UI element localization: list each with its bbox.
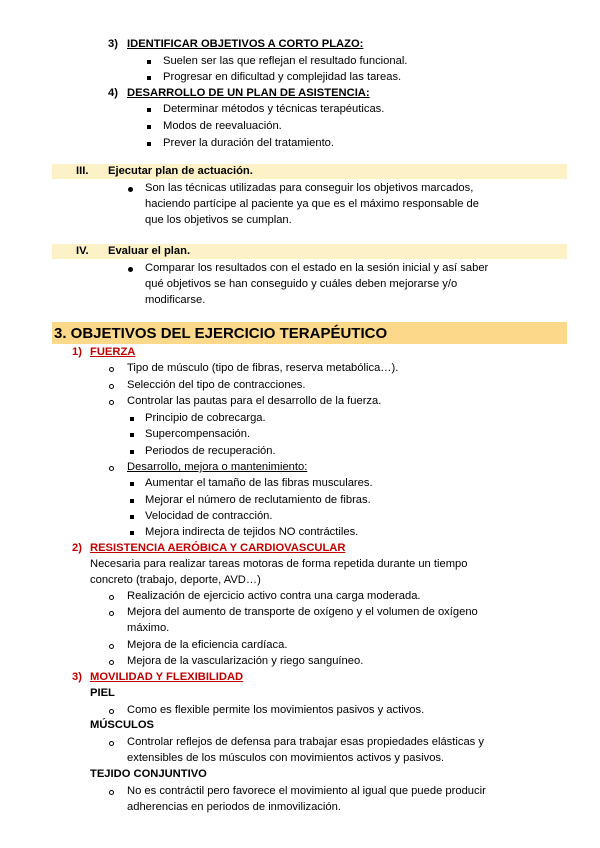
roman3-line-2: haciendo partícipe al paciente ya que es el máximo responsable de	[145, 198, 479, 210]
square-bullet-icon	[130, 515, 134, 519]
square-bullet-icon	[147, 60, 151, 64]
musculos-line-1: Controlar reflejos de defensa para trabajar esas propiedades elásticas y	[127, 736, 484, 748]
square-bullet-icon	[147, 108, 151, 112]
item4-bullet-2: Modos de reevaluación.	[163, 120, 282, 132]
circle-bullet-icon	[109, 384, 114, 389]
item3-number: 3)	[108, 38, 118, 50]
roman3-line-1: Son las técnicas utilizadas para conseguir los objetivos marcados,	[145, 182, 474, 194]
square-bullet-icon	[130, 433, 134, 437]
resistencia-item-1: Realización de ejercicio activo contra una carga moderada.	[127, 590, 421, 602]
item4-bullet-1: Determinar métodos y técnicas terapéuticas.	[163, 103, 385, 115]
circle-bullet-icon	[109, 790, 114, 795]
fuerza-number: 1)	[72, 346, 82, 358]
fuerza-sub1-3: Periodos de recuperación.	[145, 445, 276, 457]
tejido-line-2: adherencias en periodos de inmovilización.	[127, 801, 341, 813]
item3-bullet-1: Suelen ser las que reflejan el resultado funcional.	[163, 55, 408, 67]
circle-bullet-icon	[109, 595, 114, 600]
resistencia-item-2-cont: máximo.	[127, 622, 170, 634]
resistencia-item-3: Mejora de la eficiencia cardíaca.	[127, 639, 288, 651]
resistencia-intro-2: concreto (trabajo, deporte, AVD…)	[90, 574, 261, 586]
fuerza-sub2-3: Velocidad de contracción.	[145, 510, 273, 522]
item3-bullet-2: Progresar en dificultad y complejidad las tareas.	[163, 71, 402, 83]
square-bullet-icon	[147, 125, 151, 129]
square-bullet-icon	[130, 450, 134, 454]
tejido-line-1: No es contráctil pero favorece el movimiento al igual que puede producir	[127, 785, 486, 797]
item4-bullet-3: Prever la duración del tratamiento.	[163, 137, 335, 149]
circle-bullet-icon	[109, 644, 114, 649]
item3-title: IDENTIFICAR OBJETIVOS A CORTO PLAZO:	[127, 38, 364, 50]
fuerza-item-4: Desarrollo, mejora o mantenimiento:	[127, 461, 308, 473]
square-bullet-icon	[130, 482, 134, 486]
roman4-line-1: Comparar los resultados con el estado en la sesión inicial y así saber	[145, 262, 489, 274]
round-bullet-icon	[128, 267, 133, 272]
square-bullet-icon	[130, 531, 134, 535]
square-bullet-icon	[130, 499, 134, 503]
roman4-number: IV.	[76, 245, 89, 257]
item4-number: 4)	[108, 87, 118, 99]
resistencia-item-2: Mejora del aumento de transporte de oxígeno y el volumen de oxígeno	[127, 606, 478, 618]
circle-bullet-icon	[109, 709, 114, 714]
movilidad-number: 3)	[72, 671, 82, 683]
resistencia-number: 2)	[72, 542, 82, 554]
roman4-title: Evaluar el plan.	[108, 245, 191, 257]
round-bullet-icon	[128, 187, 133, 192]
section3-title: 3. OBJETIVOS DEL EJERCICIO TERAPÉUTICO	[54, 325, 388, 342]
musculos-heading: MÚSCULOS	[90, 719, 155, 731]
roman3-line-3: que los objetivos se cumplan.	[145, 214, 292, 226]
piel-line-1: Como es flexible permite los movimientos pasivos y activos.	[127, 704, 425, 716]
roman4-line-2: qué objetivos se han conseguido y cuáles deben mejorarse y/o	[145, 278, 458, 290]
circle-bullet-icon	[109, 466, 114, 471]
tejido-heading: TEJIDO CONJUNTIVO	[90, 768, 207, 780]
roman3-title: Ejecutar plan de actuación.	[108, 165, 253, 177]
piel-heading: PIEL	[90, 687, 115, 699]
fuerza-item-2: Selección del tipo de contracciones.	[127, 379, 306, 391]
fuerza-title: FUERZA	[90, 346, 136, 358]
fuerza-item-3: Controlar las pautas para el desarrollo de la fuerza.	[127, 395, 382, 407]
square-bullet-icon	[147, 142, 151, 146]
roman4-line-3: modificarse.	[145, 294, 206, 306]
roman3-number: III.	[76, 165, 89, 177]
resistencia-item-4: Mejora de la vascularización y riego sanguíneo.	[127, 655, 364, 667]
circle-bullet-icon	[109, 741, 114, 746]
circle-bullet-icon	[109, 611, 114, 616]
fuerza-sub2-2: Mejorar el número de reclutamiento de fibras.	[145, 494, 371, 506]
square-bullet-icon	[147, 76, 151, 80]
fuerza-sub2-1: Aumentar el tamaño de las fibras musculares.	[145, 477, 373, 489]
movilidad-title: MOVILIDAD Y FLEXIBILIDAD	[90, 671, 244, 683]
fuerza-item-1: Tipo de músculo (tipo de fibras, reserva metabólica…).	[127, 362, 399, 374]
fuerza-sub2-4: Mejora indirecta de tejidos NO contráctiles.	[145, 526, 359, 538]
fuerza-sub1-1: Principio de cobrecarga.	[145, 412, 266, 424]
resistencia-title: RESISTENCIA AERÓBICA Y CARDIOVASCULAR	[90, 542, 346, 554]
fuerza-sub1-2: Supercompensación.	[145, 428, 251, 440]
resistencia-intro-1: Necesaria para realizar tareas motoras de forma repetida durante un tiempo	[90, 558, 468, 570]
circle-bullet-icon	[109, 660, 114, 665]
circle-bullet-icon	[109, 367, 114, 372]
square-bullet-icon	[130, 417, 134, 421]
circle-bullet-icon	[109, 400, 114, 405]
musculos-line-2: extensibles de los músculos con movimientos activos y pasivos.	[127, 752, 445, 764]
item4-title: DESARROLLO DE UN PLAN DE ASISTENCIA:	[127, 87, 370, 99]
